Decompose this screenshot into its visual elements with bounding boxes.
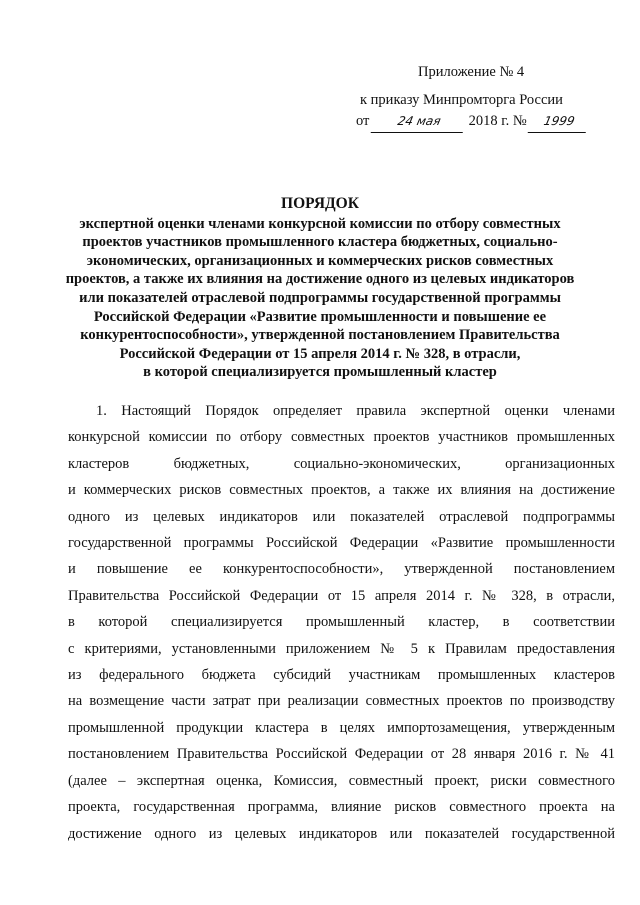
body-line: из федерального бюджета субсидий участникам промышленных кластеров — [68, 667, 615, 684]
body-line: и повышение ее конкурентоспособности», утвержденной постановлением — [68, 561, 615, 578]
body-line: проекта, государственная программа, влияние рисков совместного проекта на — [68, 799, 615, 816]
body-line: конкурсной комиссии по отбору совместных проектов участников промышленных — [68, 429, 615, 446]
year-and-number-label: 2018 г. № — [468, 113, 527, 129]
appendix-header — [356, 62, 606, 133]
body-line: с критериями, установленными приложением № 5 к Правилам предоставления — [68, 640, 615, 657]
title-line: в которой специализируется промышленный кластер — [143, 364, 497, 381]
body-line: промышленной продукции кластера в целях импортозамещения, утвержденным — [68, 719, 615, 736]
title-line: проектов участников промышленного кластера бюджетных, социально- — [82, 234, 558, 251]
title-line: экономических, организационных и коммерческих рисков совместных — [86, 252, 554, 269]
order-date-number — [356, 111, 606, 133]
body-line: на возмещение части затрат при реализации совместных проектов по производству — [68, 693, 615, 710]
title-line: проектов, а также их влияния на достижение одного из целевых индикаторов — [65, 271, 575, 288]
body-line: одного из целевых индикаторов или показателей отраслевой подпрограммы — [68, 508, 615, 525]
title-line: Российской Федерации от 15 апреля 2014 г. № 328, в отрасли, — [119, 345, 521, 362]
title-line: экспертной оценки членами конкурсной комиссии по отбору совместных — [79, 215, 561, 232]
title-line: конкурентоспособности», утвержденной постановлением Правительства — [80, 327, 560, 344]
title-main: ПОРЯДОК — [281, 195, 359, 212]
body-line: в которой специализируется промышленный кластер, в соответствии — [68, 614, 615, 631]
body-line: государственной программы Российской Федерации «Развитие промышленности — [68, 535, 615, 552]
handwritten-number: 1999 — [528, 111, 591, 133]
title-line: или показателей отраслевой подпрограммы государственной программы — [79, 289, 561, 306]
body-line: и коммерческих рисков совместных проектов, а также их влияния на достижение — [68, 482, 615, 499]
body-line: постановлением Правительства Российской Федерации от 28 января 2016 г. № 41 — [68, 746, 615, 763]
body-line: Правительства Российской Федерации от 15 апреля 2014 г. № 328, в отрасли, — [68, 587, 615, 604]
body-line: 1. Настоящий Порядок определяет правила экспертной оценки членами — [96, 403, 615, 419]
document-title — [40, 195, 600, 382]
title-line: Российской Федерации «Развитие промышленности и повышение ее — [93, 308, 547, 325]
paragraph-1 — [68, 398, 615, 847]
body-line: (далее – экспертная оценка, Комиссия, совместный проект, риски совместного — [68, 772, 615, 789]
body-line: кластеров бюджетных, социально-экономических, организационных — [68, 455, 615, 472]
appendix-label: Приложение № 4 — [418, 64, 525, 80]
date-prefix: от — [356, 113, 370, 129]
order-reference: к приказу Минпромторга России — [360, 92, 563, 108]
handwritten-date: 24 мая — [371, 111, 468, 133]
body-line: достижение одного из целевых индикаторов или показателей государственной — [68, 825, 615, 842]
